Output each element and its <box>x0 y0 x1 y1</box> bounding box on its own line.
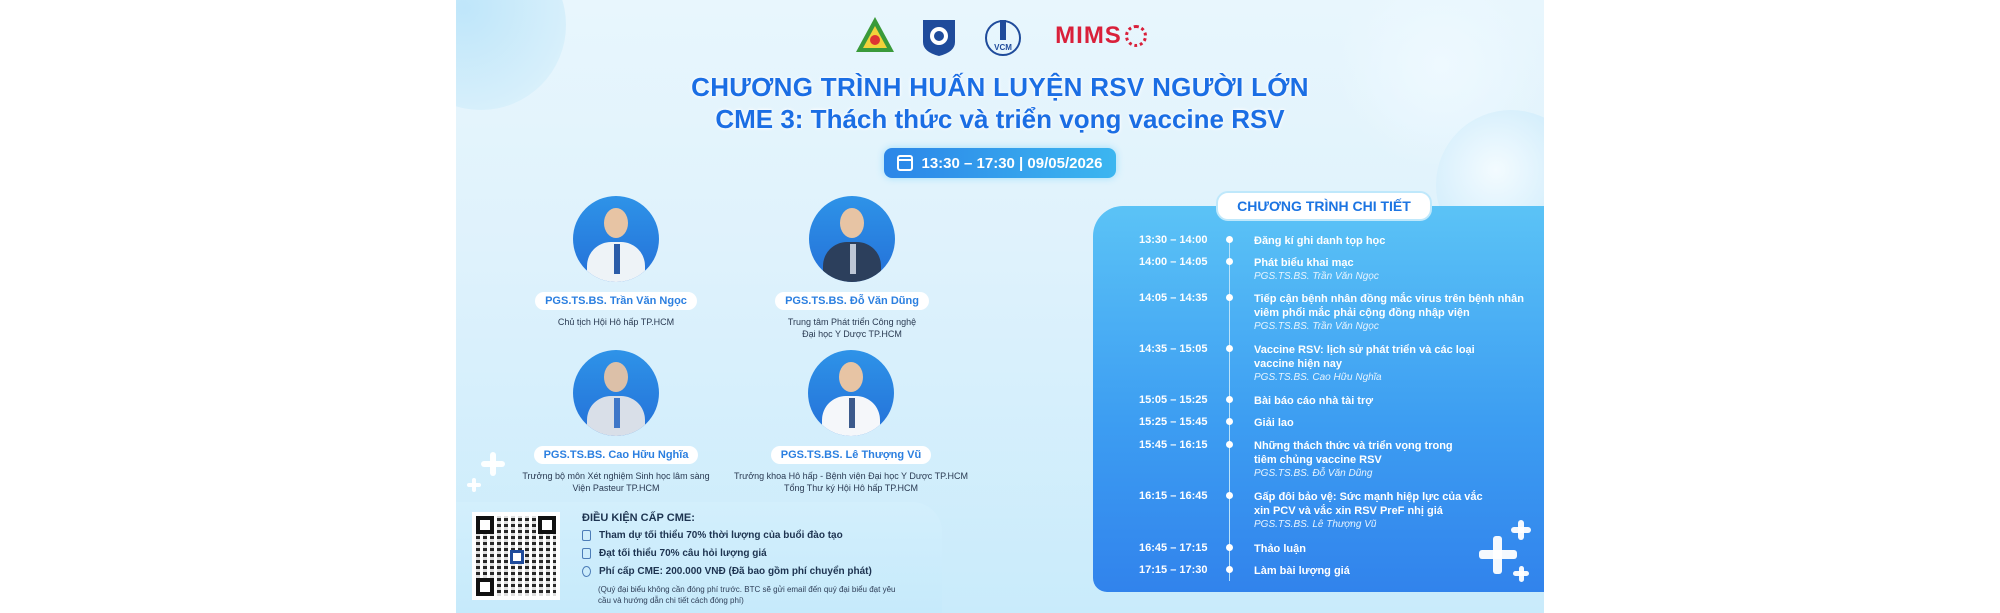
schedule-topic: Phát biểu khai mạc PGS.TS.BS. Trần Văn Ngọc <box>1254 256 1524 284</box>
schedule-speaker: PGS.TS.BS. Trần Văn Ngọc <box>1254 271 1379 282</box>
clock-icon <box>582 530 591 541</box>
speaker-photo <box>809 196 895 282</box>
schedule-time: 15:05 – 15:25 <box>1139 394 1208 406</box>
cme-note: (Quý đại biểu không cần đóng phí trước. BTC sẽ gửi email đến quý đại biểu đạt yêu cầu và hướng dẫn chi tiết cách đóng phí) <box>598 585 896 605</box>
schedule-speaker: PGS.TS.BS. Đỗ Văn Dũng <box>1254 468 1373 479</box>
speaker-card <box>496 350 736 494</box>
plus-icon <box>481 461 505 467</box>
speaker-role: Chủ tịch Hội Hô hấp TP.HCM <box>557 317 675 327</box>
calendar-icon <box>897 155 913 171</box>
mims-logo-text: MIMS <box>1055 22 1122 49</box>
speaker-card <box>730 196 974 340</box>
cme-title: ĐIỀU KIỆN CẤP CME: <box>582 512 695 524</box>
speaker-name: PGS.TS.BS. Lê Thượng Vũ <box>771 446 931 464</box>
speaker-name: PGS.TS.BS. Trần Văn Ngọc <box>535 292 697 310</box>
schedule-topic: Giải lao <box>1254 417 1294 429</box>
speaker-role: Trung tâm Phát triển Công nghệ Đại học Y Dược TP.HCM <box>787 317 917 339</box>
timeline-line <box>1229 236 1230 581</box>
speaker-name: PGS.TS.BS. Đỗ Văn Dũng <box>775 292 929 310</box>
speaker-card <box>516 196 716 328</box>
speaker-role: Trưởng bộ môn Xét nghiệm Sinh học lâm sàng Viện Pasteur TP.HCM <box>522 471 710 493</box>
schedule-time: 13:30 – 14:00 <box>1139 234 1208 246</box>
hand-money-icon <box>582 566 591 577</box>
event-banner <box>456 0 1544 613</box>
speaker-photo <box>573 196 659 282</box>
cme-condition: Tham dự tối thiểu 70% thời lượng của buổi đào tạo <box>582 530 843 541</box>
vcm-logo-text: VCM <box>994 43 1013 52</box>
schedule-time: 16:15 – 16:45 <box>1139 490 1208 502</box>
schedule-time: 16:45 – 17:15 <box>1139 542 1208 554</box>
schedule-title: CHƯƠNG TRÌNH CHI TIẾT <box>1216 191 1432 221</box>
speaker-photo <box>573 350 659 436</box>
cme-condition: Phí cấp CME: 200.000 VNĐ (Đã bao gồm phí chuyển phát) <box>582 566 872 577</box>
qr-center-logo <box>510 550 524 564</box>
schedule-time: 14:00 – 14:05 <box>1139 256 1208 268</box>
vcm-logo <box>981 14 1025 58</box>
schedule-topic: Thảo luận <box>1254 543 1306 555</box>
university-logo <box>917 14 961 58</box>
cme-condition: Đạt tối thiểu 70% câu hỏi lượng giá <box>582 548 767 559</box>
schedule-time: 14:35 – 15:05 <box>1139 343 1208 355</box>
mims-logo <box>1055 22 1147 50</box>
page-title: CHƯƠNG TRÌNH HUẤN LUYỆN RSV NGƯỜI LỚN <box>691 72 1309 102</box>
schedule-topic: Những thách thức và triển vọng trong tiêm chủng vaccine RSV PGS.TS.BS. Đỗ Văn Dũng <box>1254 439 1474 481</box>
schedule-time: 14:05 – 14:35 <box>1139 292 1208 304</box>
page-subtitle: CME 3: Thách thức và triển vọng vaccine RSV <box>715 104 1285 134</box>
speaker-role: Trưởng khoa Hô hấp - Bệnh viện Đại học Y Dược TP.HCM Tổng Thư ký Hội Hô hấp TP.HCM <box>734 471 968 493</box>
cme-panel <box>456 502 942 613</box>
schedule-panel <box>1093 206 1544 592</box>
schedule-time: 15:45 – 16:15 <box>1139 439 1208 451</box>
plus-icon <box>1513 571 1529 576</box>
schedule-speaker: PGS.TS.BS. Lê Thượng Vũ <box>1254 519 1377 530</box>
date-badge <box>884 148 1116 178</box>
schedule-topic: Làm bài lượng giá <box>1254 565 1350 577</box>
plus-icon <box>1511 527 1531 533</box>
clipboard-icon <box>582 548 591 559</box>
schedule-speaker: PGS.TS.BS. Cao Hữu Nghĩa <box>1254 372 1382 383</box>
speaker-card <box>726 350 976 494</box>
schedule-topic: Vaccine RSV: lịch sử phát triển và các loại vaccine hiện nay PGS.TS.BS. Cao Hữu Nghĩa <box>1254 343 1484 385</box>
schedule-time: 17:15 – 17:30 <box>1139 564 1208 576</box>
logo-row <box>456 14 1544 58</box>
qr-code[interactable] <box>472 512 560 600</box>
speaker-photo <box>808 350 894 436</box>
schedule-topic: Tiếp cận bệnh nhân đồng mắc virus trên bệnh nhân viêm phổi mắc phải cộng đồng nhập viện PGS.TS.BS. Trần Văn Ngọc <box>1254 292 1529 334</box>
schedule-topic: Đăng kí ghi danh tọp học <box>1254 235 1386 247</box>
flower-icon <box>1125 25 1147 47</box>
schedule-topic: Gấp đôi bảo vệ: Sức mạnh hiệp lực của vắc xin PCV và vắc xin RSV PreF nhị giá PGS.TS.BS. Lê Thượng Vũ <box>1254 490 1489 532</box>
speaker-name: PGS.TS.BS. Cao Hữu Nghĩa <box>534 446 699 464</box>
schedule-speaker: PGS.TS.BS. Trần Văn Ngọc <box>1254 321 1379 332</box>
date-text: 13:30 – 17:30 | 09/05/2026 <box>921 154 1103 172</box>
association-logo <box>853 14 897 58</box>
plus-icon <box>467 483 481 487</box>
schedule-topic: Bài báo cáo nhà tài trợ <box>1254 395 1374 407</box>
schedule-time: 15:25 – 15:45 <box>1139 416 1208 428</box>
plus-icon <box>1479 550 1517 559</box>
